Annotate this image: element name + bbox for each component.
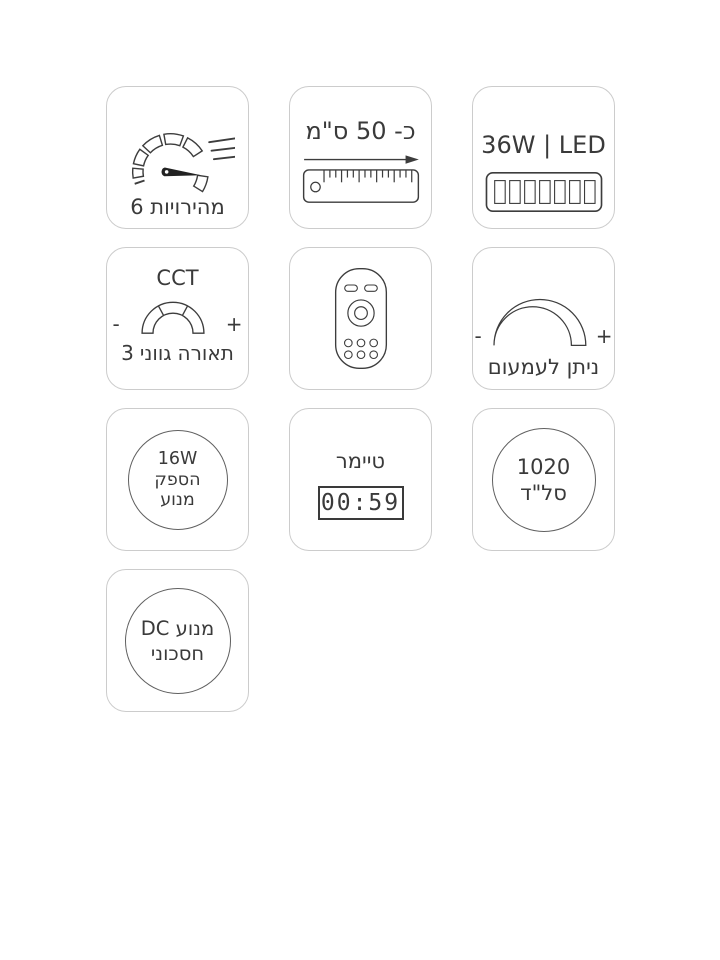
ruler-icon	[299, 145, 423, 206]
dimmable-label: ניתן לעמעום	[487, 355, 600, 379]
cct-words	[121, 341, 234, 365]
rpm-line-2: סל"ד	[520, 481, 567, 505]
led-strip-icon	[484, 159, 604, 213]
tile-cct	[106, 247, 249, 390]
rpm-circle	[492, 428, 596, 532]
cct-title: CCT	[156, 266, 199, 290]
motor-power-circle	[128, 430, 228, 530]
speedometer-icon	[121, 111, 235, 198]
cct-word-count: 3	[121, 341, 134, 365]
dc-motor-circle	[125, 588, 231, 694]
plus-label: +	[225, 312, 243, 336]
minus-label: -	[112, 312, 120, 336]
tile-motor-power	[106, 408, 249, 551]
size-label: כ- 50 ס"מ	[305, 117, 416, 145]
tile-led-power	[472, 86, 615, 229]
dc-motor-line-1: מנוע DC	[140, 616, 215, 640]
tile-rpm	[472, 408, 615, 551]
tile-dc-motor	[106, 569, 249, 712]
cct-arc-icon	[123, 293, 223, 337]
tile-dimmable	[472, 247, 615, 390]
rpm-line-1: 1020	[516, 454, 571, 479]
motor-power-line-2: הספק	[154, 469, 201, 490]
dc-motor-line-2: חסכוני	[150, 642, 205, 665]
tile-timer	[289, 408, 432, 551]
tile-size	[289, 86, 432, 229]
remote-control-icon	[332, 266, 390, 371]
timer-title: טיימר	[335, 449, 386, 473]
led-power-label: 36W | LED	[481, 131, 606, 159]
speeds-label: 6 מהירויות	[130, 195, 225, 219]
minus-label: -	[474, 324, 482, 348]
tile-remote-control	[289, 247, 432, 390]
motor-power-line-3: מנוע	[160, 490, 195, 511]
cct-word-2: תאורה	[177, 341, 234, 365]
plus-label: +	[595, 324, 613, 348]
cct-word-1: גווני	[139, 341, 172, 365]
motor-power-line-1: 16W	[157, 449, 198, 470]
tile-6-speeds	[106, 86, 249, 229]
timer-display: 00:59	[318, 486, 404, 520]
feature-grid	[106, 86, 615, 712]
dimmer-arc-icon	[485, 295, 593, 349]
